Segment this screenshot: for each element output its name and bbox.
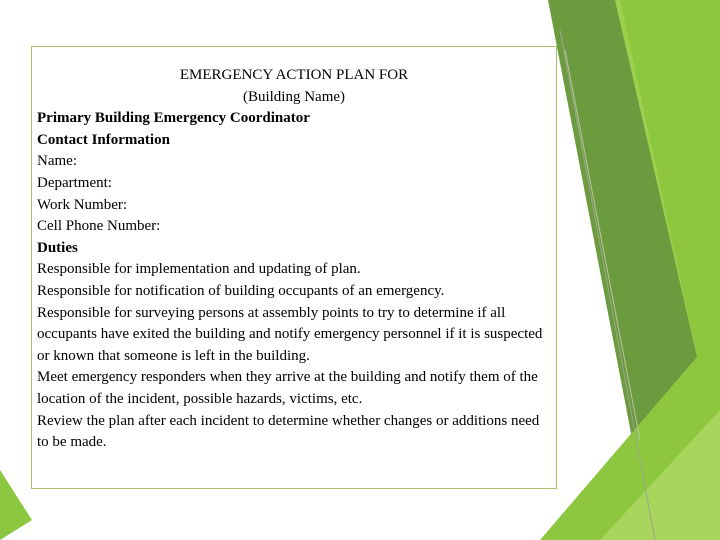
field-cell-number: Cell Phone Number: <box>37 218 161 235</box>
duty-item: Meet emergency responders when they arrive at the building and notify them of the location of the incident, possible hazards, victims, etc. <box>37 369 538 407</box>
duty-item: Responsible for implementation and updating of plan. <box>37 261 361 278</box>
coordinator-heading: Primary Building Emergency Coordinator <box>37 110 310 127</box>
duty-item: Responsible for notification of building occupants of an emergency. <box>37 282 445 299</box>
duty-item: Responsible for surveying persons at assembly points to try to determine if all occupants have exited the building and notify emergency personnel if it is suspected or known that someone is left in the building. <box>37 304 543 364</box>
duty-item: Review the plan after each incident to determine whether changes or additions need to be made. <box>37 412 540 451</box>
duties-heading: Duties <box>37 239 78 256</box>
document-card <box>31 46 557 489</box>
field-name: Name: <box>37 153 77 170</box>
building-name-placeholder: (Building Name) <box>242 88 346 105</box>
contact-heading: Contact Information <box>37 131 170 148</box>
document-title: EMERGENCY ACTION PLAN FOR <box>179 67 409 83</box>
lower-left-triangle <box>0 470 32 540</box>
field-work-number: Work Number: <box>37 196 128 213</box>
field-department: Department: <box>37 174 112 191</box>
